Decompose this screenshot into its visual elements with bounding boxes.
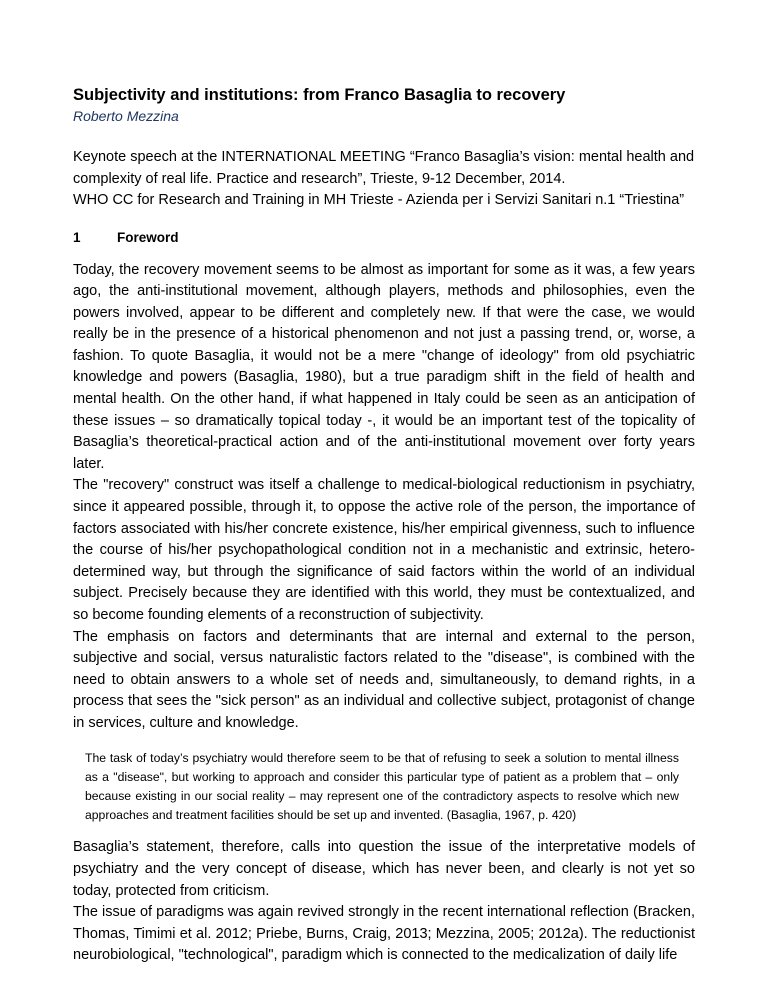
paragraph: Today, the recovery movement seems to be almost as important for some as it was, a few years ago, the anti-institutional movement, although players, methods and philosophies, even the powers involved, appear to be different and completely new. If that were the case, we would really be in the presence of a historical phenomenon and not just a passing trend, or, worse, a fashion. To quote Basaglia, it would not be a mere "change of ideology" from old psychiatric knowledge and powers (Basaglia, 1980), but a true paradigm shift in the field of health and mental health. On the other hand, if what happened in Italy could be seen as an anticipation of these issues – so dramatically topical today -, it would be an important test of the topicality of Basaglia’s theoretical-practical action and of the anti-institutional movement over forty years later. — [73, 261, 695, 472]
block-quote: The task of today’s psychiatry would therefore seem to be that of refusing to seek a solution to mental illness as a "disease", but working to approach and consider this particular type of patient as a problem that – only because existing in our social reality – may represent one of the contradictory aspects to resolve which new approaches and treatment facilities should be set up and invented. (Basaglia, 1967, p. 420) — [85, 750, 679, 823]
paragraph: The emphasis on factors and determinants that are internal and external to the person, subjective and social, versus naturalistic factors related to the "disease", is combined with the need to obtain answers to a whole set of needs and, simultaneously, to demand rights, in a process that sees the "sick person" as an individual and collective subject, protagonist of change in services, culture and knowledge. — [73, 628, 695, 731]
section-number: 1 — [73, 229, 81, 245]
institution-line: WHO CC for Research and Training in MH Trieste - Azienda per i Servizi Sanitari n.1 “Triestina” — [73, 192, 685, 208]
body-text — [73, 260, 695, 967]
paragraph: The "recovery" construct was itself a challenge to medical-biological reductionism in psychiatry, since it appeared possible, through it, to oppose the active role of the person, the importance of factors associated with his/her concrete existence, his/her empirical givenness, such to influence the course of his/her psychopathological condition not in a mechanistic and extrinsic, hetero-determined way, but through the significance of said factors within the world of an individual subject. Precisely because they are identified with this world, they must be contextualized, and so become founding elements of a reconstruction of subjectivity. — [73, 477, 695, 623]
keynote-line: Keynote speech at the INTERNATIONAL MEETING “Franco Basaglia’s vision: mental health and complexity of real life. Practice and research”, Trieste, 9-12 December, 2014. — [73, 149, 695, 187]
paragraph: The issue of paradigms was again revived strongly in the recent international reflection (Bracken, Thomas, Timimi et al. 2012; Priebe, Burns, Craig, 2013; Mezzina, 2005; 2012a). The reductionist neurobiological, "technological", paradigm which is connected to the medicalization of daily life — [73, 904, 695, 964]
paragraph: Basaglia’s statement, therefore, calls into question the issue of the interpretative models of psychiatry and the very concept of disease, which has never been, and clearly is not yet so today, protected from criticism. — [73, 839, 695, 899]
section-title: Foreword — [117, 229, 179, 245]
section-heading — [73, 228, 695, 248]
author-name: Roberto Mezzina — [73, 108, 179, 124]
event-info — [73, 147, 695, 212]
document-content — [73, 84, 695, 967]
document-title: Subjectivity and institutions: from Franco Basaglia to recovery — [73, 86, 566, 104]
